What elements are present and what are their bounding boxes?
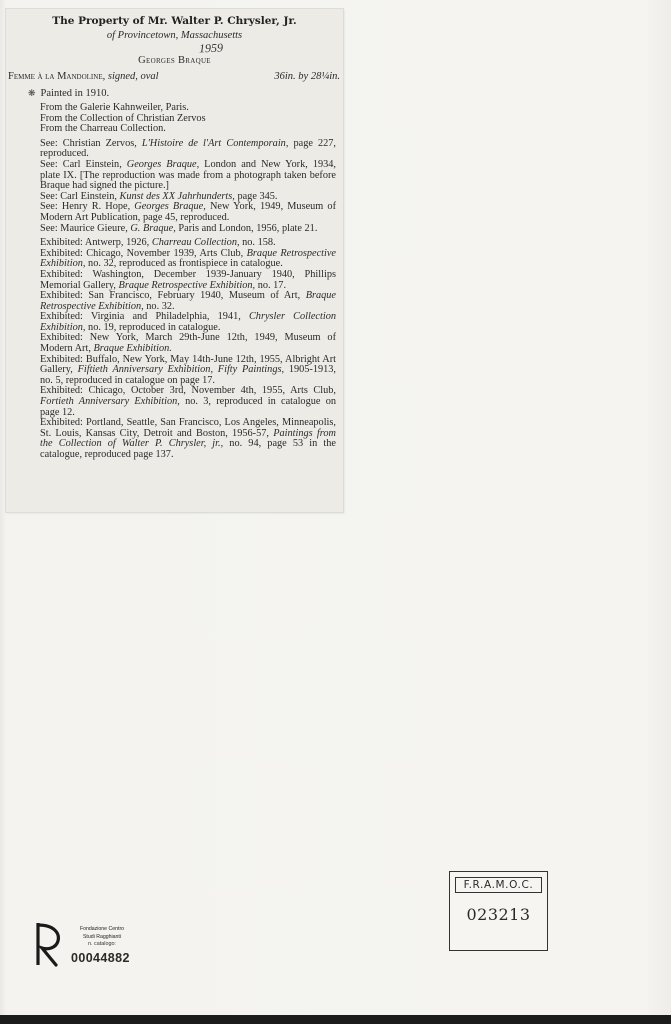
literature-entry-pre: See: Maurice Gieure, bbox=[40, 222, 131, 234]
exhibition-entry-post: no. 32. bbox=[143, 300, 175, 312]
provenance-line: From the Galerie Kahnweiler, Paris. bbox=[40, 102, 189, 113]
artwork-title-group bbox=[8, 71, 159, 82]
artwork-note: signed, oval bbox=[107, 71, 159, 82]
exhibition-entry-pre: Exhibited: Buffalo, New York, May 14th-June 12th, 1955, Albright Art Gallery, bbox=[40, 353, 336, 376]
stamp-label: F.R.A.M.O.C. bbox=[455, 877, 542, 893]
provenance-line: From the Charreau Collection. bbox=[40, 123, 166, 135]
foundation-line-1: Fondazione Centro bbox=[79, 926, 125, 932]
exhibition-entry bbox=[40, 249, 336, 270]
exhibition-entry-post: 1905-1913, no. 5, reproduced in catalogue on page 17. bbox=[40, 364, 337, 386]
exhibition-entry-pre: Exhibited: Chicago, November 1939, Arts Club, bbox=[40, 247, 247, 259]
artwork-dimensions: 36in. by 28¼in. bbox=[274, 71, 340, 82]
literature-entry-it: Georges Braque, bbox=[134, 201, 206, 213]
exhibition-entry-pre: Exhibited: Chicago, October 3rd, November 4th, 1955, Arts Club, bbox=[40, 385, 336, 397]
catalogue-clipping bbox=[6, 9, 343, 512]
literature-entry-pre: See: Carl Einstein, bbox=[40, 158, 127, 170]
exhibition-entry-it: Chrysler Collection Exhibition, bbox=[40, 311, 336, 333]
literature-entry-it: G. Braque, bbox=[130, 222, 176, 234]
exhibition-entry-it: Fiftieth Anniversary Exhibition, Fifty Paintings, bbox=[77, 364, 285, 376]
exhibition-entry bbox=[40, 355, 336, 387]
painted-date: Painted in 1910. bbox=[40, 88, 110, 99]
exhibition-entry-pre: Exhibited: Washington, December 1939-January 1940, Phillips Memorial Gallery, bbox=[40, 268, 336, 291]
catalogue-body bbox=[40, 103, 336, 461]
literature-entry bbox=[40, 224, 336, 235]
exhibition-entry-it: Braque Retrospective Exhibition, bbox=[118, 279, 256, 291]
exhibition-entry-it: Charreau Collection, bbox=[151, 237, 240, 249]
literature-entry-pre: See: Christian Zervos, bbox=[40, 137, 142, 149]
exhibition-entry-pre: Exhibited: New York, March 29th-June 12th, 1949, Museum of Modern Art, bbox=[40, 332, 336, 355]
literature-entry-post: New York, 1949, Museum of Modern Art Publication, page 45, reproduced. bbox=[40, 201, 337, 223]
artwork-title: Femme à la Mandoline, bbox=[8, 71, 106, 82]
artist-name: Georges Braque bbox=[138, 55, 211, 66]
literature-entry-post: Paris and London, 1956, plate 21. bbox=[175, 222, 318, 234]
owner-location: of Provincetown, Massachusetts bbox=[106, 30, 243, 41]
exhibition-entry bbox=[40, 291, 336, 312]
literature-entry-post: London and New York, 1934, plate IX. [The reproduction was made from a photograph taken before Braque had signed the picture.] bbox=[40, 158, 336, 192]
scan-bottom-edge bbox=[0, 1015, 671, 1024]
exhibition-entry-it: Braque Retrospective Exhibition, bbox=[40, 290, 336, 312]
exhibition-entry-it: Braque Retrospective Exhibition, bbox=[40, 247, 336, 270]
exhibition-entry-post: no. 32, reproduced as frontispiece in catalogue. bbox=[85, 258, 283, 270]
provenance-line: From the Collection of Christian Zervos bbox=[40, 112, 206, 124]
literature-entry bbox=[40, 160, 336, 192]
exhibition-entry-pre: Exhibited: Virginia and Philadelphia, 1941, bbox=[40, 311, 249, 323]
exhibition-entry-post: no. 158. bbox=[239, 237, 276, 249]
literature-entry bbox=[40, 139, 336, 160]
exhibition-list bbox=[40, 238, 336, 460]
foundation-name bbox=[71, 925, 133, 941]
exhibition-entry-post: no. 3, reproduced in catalogue on page 12. bbox=[40, 396, 336, 418]
framoc-stamp bbox=[449, 871, 548, 951]
catalog-label: n. catalogo: bbox=[88, 941, 116, 947]
stamp-number: 023213 bbox=[466, 905, 531, 924]
fleuron-icon: ❋ bbox=[28, 88, 36, 98]
exhibition-entry bbox=[40, 386, 336, 418]
literature-entry-it: Georges Braque, bbox=[126, 158, 200, 170]
literature-entry bbox=[40, 202, 336, 223]
exhibition-entry-pre: Exhibited: Antwerp, 1926, bbox=[40, 237, 152, 249]
literature-entry-pre: See: Carl Einstein, bbox=[40, 190, 120, 202]
exhibition-entry-post: no. 17. bbox=[255, 279, 287, 291]
exhibition-entry-post: no. 19, reproduced in catalogue. bbox=[85, 321, 221, 333]
exhibition-entry-it: Braque Exhibition. bbox=[93, 343, 172, 355]
exhibition-entry-it: Paintings from the Collection of Walter P. Chrysler, jr., bbox=[40, 427, 336, 450]
literature-entry-it: L'Histoire de l'Art Contemporain, bbox=[141, 137, 289, 149]
exhibition-entry bbox=[40, 312, 336, 333]
foundation-logo-icon bbox=[34, 921, 62, 967]
catalog-number: 00044882 bbox=[71, 951, 130, 965]
exhibition-entry-post: no. 94, page 53 in the catalogue, reproduced page 137. bbox=[40, 438, 336, 460]
literature-entry-pre: See: Henry R. Hope, bbox=[40, 201, 135, 213]
painted-line bbox=[28, 88, 109, 99]
exhibition-entry bbox=[40, 270, 336, 291]
artwork-line bbox=[8, 71, 340, 82]
exhibition-entry-pre: Exhibited: San Francisco, February 1940, Museum of Art, bbox=[40, 290, 306, 302]
exhibition-entry bbox=[40, 418, 336, 460]
owner-heading: The Property of Mr. Walter P. Chrysler, Jr. bbox=[52, 15, 297, 27]
literature-entry-post: page 227, reproduced. bbox=[40, 137, 337, 160]
literature-list bbox=[40, 139, 336, 234]
exhibition-entry bbox=[40, 333, 336, 354]
literature-entry-post: page 345. bbox=[234, 190, 278, 202]
exhibition-entry-it: Fortieth Anniversary Exhibition, bbox=[40, 396, 180, 408]
handwritten-year: 1959 bbox=[198, 40, 224, 56]
literature-entry-it: Kunst des XX Jahrhunderts, bbox=[119, 190, 235, 202]
exhibition-entry-pre: Exhibited: Portland, Seattle, San Francisco, Los Angeles, Minneapolis, St. Louis, Kansas City, Detroit and Boston, 1956-57, bbox=[40, 417, 336, 439]
foundation-line-2: Studi Ragghianti bbox=[82, 934, 122, 940]
